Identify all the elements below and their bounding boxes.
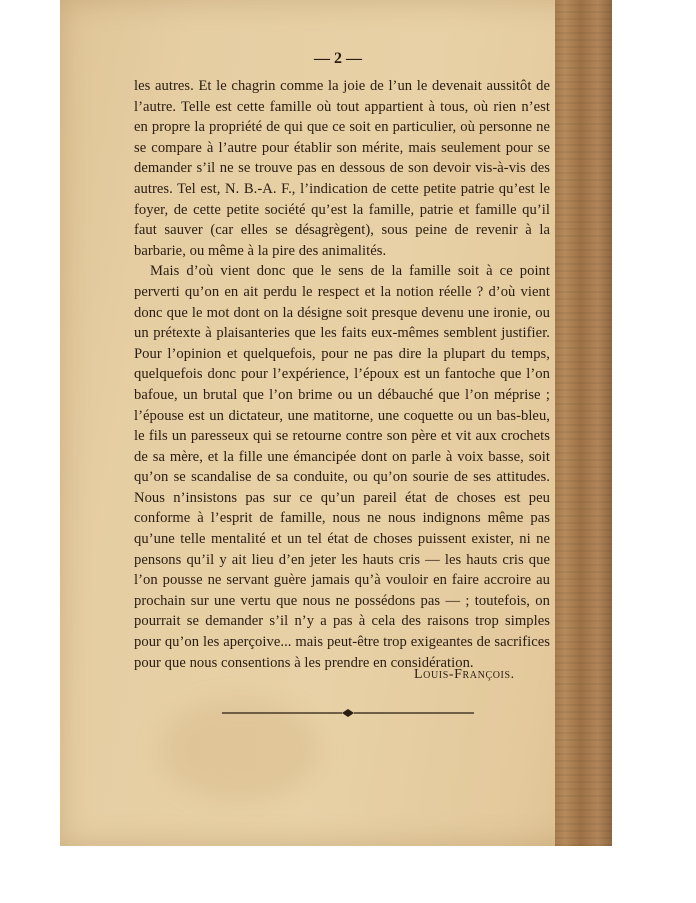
paragraph: Mais d’où vient donc que le sens de la famille soit à ce point perverti qu’on en ait perdu le respect et la notion réelle ? d’où vient donc que le mot dont on la désigne soit presque devenu une ironie, ou un prétexte à plaisanteries que les faits eux-mêmes semblent justifier. Pour l’opinion et quelquefois, pour ne pas dire la plupart du temps, quelquefois donc pour l’expérience, l’époux est un fantoche que l’on bafoue, un brutal que l’on brime ou un débauché que l’on méprise ; l’épouse est un dictateur, une matitorne, une coquette ou un bas-bleu, le fils un paresseux qui se retourne contre son père et vit aux crochets de sa mère, et la fille une émancipée dont on parle à voix basse, soit qu’on se scandalise de sa conduite, ou qu’on sourie de ses attitudes. Nous n’insistons pas sur ce qu’un pareil état de choses est peu conforme à l’esprit de famille, nous ne nous indignons même pas qu’une telle mentalité et un tel état de choses puissent exister, ni ne pensons qu’il y ait lieu d’en jeter les hauts cris — les hauts cris que l’on pousse ne servant guère jamais qu’à vouloir en faire accroire au prochain sur une vertu que nous ne possédons pas — ; toutefois, on pourrait se demander s’il n’y a pas à cela des raisons trop simples pour qu’on les aperçoive... mais peut-être trop exigeantes de sacrifices pour que nous consentions à les prendre en considération.: [134, 263, 550, 671]
ornamental-divider: [222, 708, 474, 718]
page-number: — 2 —: [314, 50, 362, 67]
paragraph: les autres. Et le chagrin comme la joie de l’un le devenait aussitôt de l’autre. Telle est cette famille où tout appartient à tous, où rien n’est en propre la propriété de qui que ce soit en particulier, où personne ne se compare à l’autre pour établir son mérite, mais seulement pour se demander s’il ne se trouve pas en dessous de son devoir vis-à-vis des autres. Tel est, N. B.-A. F., l’indication de cette petite patrie qu’est le foyer, de cette petite société qu’est la famille, patrie et famille qu’il faut sauver (car elles se désagrègent), sous peine de revenir à la barbarie, ou même à la pire des animalités.: [134, 78, 550, 259]
body-text: [134, 76, 550, 673]
author-signature: Louis-François.: [414, 667, 515, 682]
page-edge-band: [555, 0, 612, 846]
divider-diamond: [342, 709, 354, 717]
